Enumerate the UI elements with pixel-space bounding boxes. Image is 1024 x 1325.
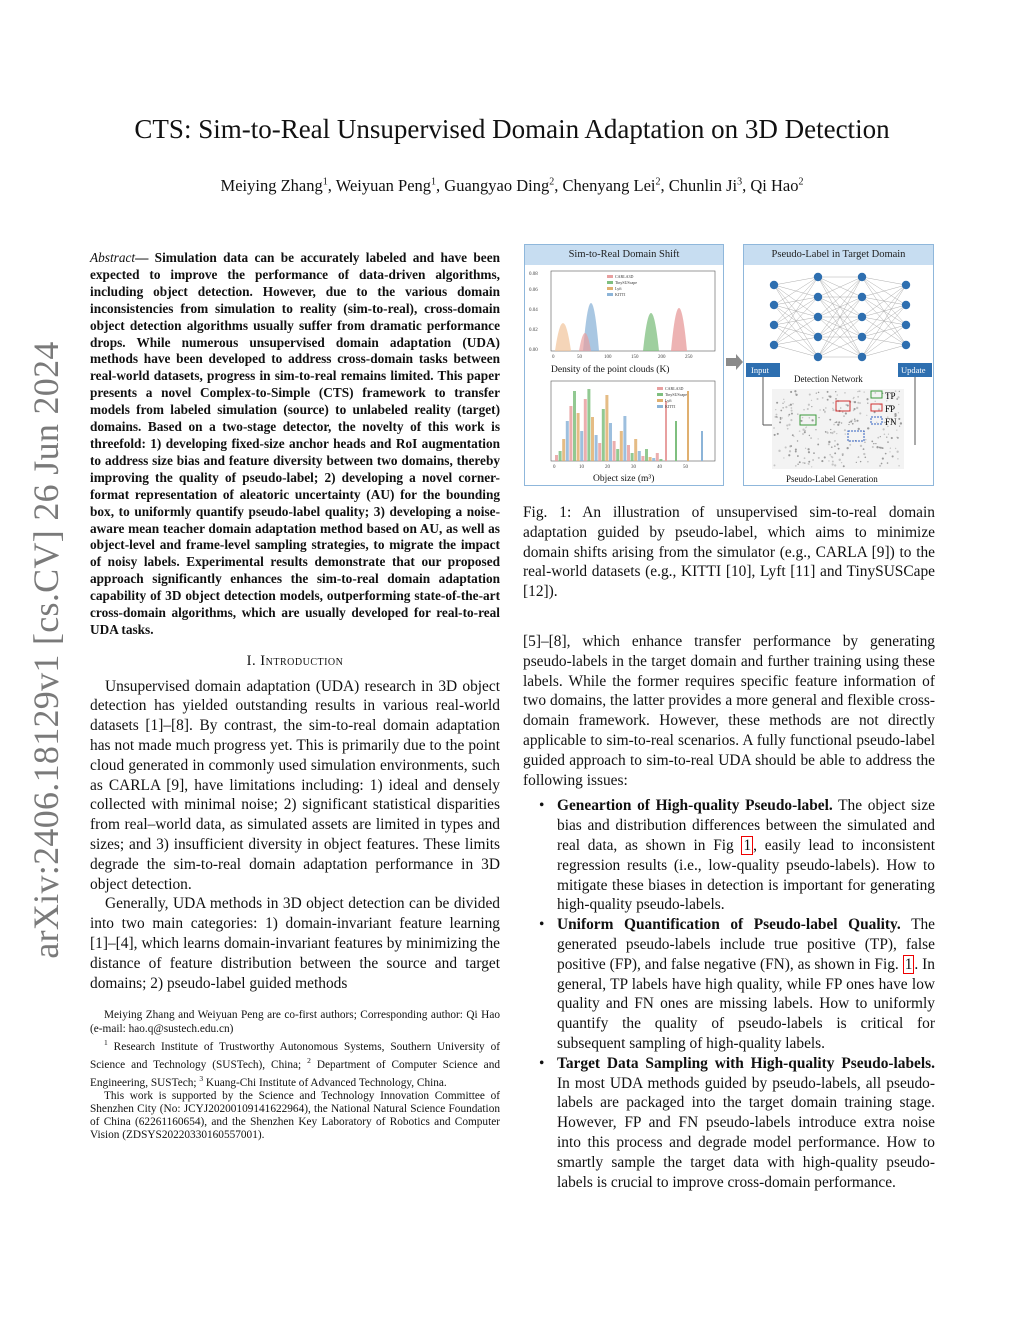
issues-list — [523, 796, 935, 1192]
histogram-bar — [602, 409, 605, 461]
author-list — [80, 176, 944, 196]
legend-item: Lyft — [665, 398, 672, 403]
intro-paragraph-1: Unsupervised domain adaptation (UDA) research in 3D object detection has yielded outstanding results in various real-world datasets [1]–[8]. By contrast, the sim-to-real domain adaptation has not made much progress yet. This is primarily due to the point cloud generated in commonly used simulation environments, such as CARLA [9], have limitations including: 1) ideal and densely collected with minimal noise; 2) significant statistical disparities from real–world data, as simulated assets are limited in types and sizes; and 3) insufficient diversity in object features. These limits degrade the sim-to-real domain adaptation performance in 3D object detection. — [90, 677, 500, 893]
figure-caption: Fig. 1: An illustration of unsupervised sim-to-real domain adaptation guided by pseudo-label, which aims to minimize domain shifts arising from the simulator (e.g., CARLA [9]) to the real-world datasets (e.g., KITTI [10], Lyft [11] and TinySUSCape [12]). — [523, 504, 935, 601]
bottom-xtick: 40 — [657, 465, 662, 470]
legend-item: Lyft — [615, 286, 622, 291]
legend-item: CARLA3D — [665, 386, 684, 391]
histogram-bar — [613, 441, 616, 461]
domain-shift-panel — [524, 244, 724, 486]
network-node — [902, 341, 910, 349]
histogram-bar — [634, 439, 637, 461]
footnote-corresponding: Meiying Zhang and Weiyuan Peng are co-first authors; Corresponding author: Qi Hao (e-mail: hao.q@sustech.edu.cn) — [90, 1009, 500, 1035]
detection-network-diagram — [744, 265, 933, 485]
network-node — [770, 341, 778, 349]
legend-item: CARLA3D — [615, 274, 634, 279]
top-ytick: 0.00 — [529, 348, 538, 353]
density-curve-tinysuscape — [643, 313, 659, 351]
histogram-bar — [687, 391, 689, 461]
arxiv-stamp-text: arXiv:2406.18129v1 [cs.CV] 26 Jun 2024 — [26, 341, 66, 959]
author: Qi Hao$^2$ — [750, 176, 804, 195]
histogram-bar — [675, 421, 677, 461]
arrow-right-icon — [724, 352, 744, 372]
histogram-bar — [652, 458, 655, 461]
top-xtick: 50 — [577, 355, 582, 360]
domain-shift-title: Sim-to-Real Domain Shift — [525, 245, 723, 265]
figure-link[interactable]: 1 — [743, 836, 752, 854]
network-node — [814, 333, 822, 341]
histogram-bar — [580, 431, 583, 461]
bottom-xtick: 30 — [631, 465, 636, 470]
bottom-xtick: 0 — [553, 465, 556, 470]
histogram-bar — [595, 435, 598, 461]
paper-title: CTS: Sim-to-Real Unsupervised Domain Adaptation on 3D Detection — [134, 114, 890, 144]
histogram-bar — [631, 453, 634, 461]
network-node — [770, 281, 778, 289]
author: Chenyang Lei$^2$, — [562, 176, 669, 195]
histogram-bar — [609, 423, 612, 461]
top-ytick: 0.06 — [529, 288, 538, 293]
histogram-bar — [656, 453, 659, 461]
intro-paragraph-2: Generally, UDA methods in 3D object detection can be divided into two main categories: 1) domain-invariant feature learning [1]–[4], which learns domain-invariant features by minimizing the distance of feature distribution between the source and target domains; 2) pseudo-label guided methods — [90, 895, 500, 992]
update-label: Update — [901, 365, 926, 375]
author: Weiyuan Peng$^1$, — [335, 176, 445, 195]
abstract-text: — Simulation data can be accurately labeled and have been expected to improve the performance of data-driven algorithms, including object detection. However, due to the various domain inconsistencies from simulation to reality (sim-to-real), cross-domain object detection algorithms usually suffer from dramatic performance drops. While numerous unsupervised domain adaptation (UDA) methods have been developed to address cross-domain tasks between real-world datasets, progress in sim-to-real remains limited. This paper presents a novel Complex-to-Simple (CTS) framework to transfer models from labeled simulation (source) to unlabeled reality (target) domains. Based on a two-stage detector, the novelty of this work is threefold: 1) developing fixed-size anchor heads and RoI augmentation to address size bias and feature diversity between two domains, thereby improving the quality of pseudo-label; 2) developing a novel corner-format representation of aleatoric uncertainty (AU) for the bounding box, to uniformly quantify pseudo-label quality; 3) developing a noise-aware mean teacher domain adaptation method based on AU, as well as object-level and frame-level sampling strategies, to migrate the impact of noisy labels. Experimental results demonstrate that our proposed approach significantly enhances the sim-to-real domain adaptation capability of 3D object detection models, outperforming state-of-the-art cross-domain algorithms, which are usually developed for real-to-real UDA tasks. — [90, 250, 500, 637]
legend-item: KITTI — [665, 404, 676, 409]
histogram-bar — [623, 416, 626, 461]
generation-label: Pseudo-Label Generation — [786, 474, 878, 484]
histogram-bar — [598, 443, 601, 461]
histogram-bar — [620, 431, 623, 461]
network-node — [814, 353, 822, 361]
network-node — [902, 281, 910, 289]
arxiv-identifier-stamp — [22, 340, 70, 960]
top-xtick: 150 — [631, 355, 639, 360]
input-label: Input — [751, 365, 769, 375]
histogram-bar — [569, 406, 572, 461]
top-xtick: 200 — [658, 355, 666, 360]
top-ytick: 0.04 — [529, 308, 538, 313]
network-node — [858, 313, 866, 321]
author: Chunlin Ji$^3$, — [668, 176, 751, 195]
neural-network-graph — [770, 273, 910, 361]
abstract-lead: Abstract — [90, 250, 136, 265]
top-ytick: 0.02 — [529, 328, 538, 333]
density-curve-lyft — [555, 323, 571, 351]
network-node — [770, 301, 778, 309]
author: Guangyao Ding$^2$, — [444, 176, 563, 195]
histogram-bar — [659, 459, 662, 461]
histogram-bar — [605, 395, 608, 461]
network-node — [814, 313, 822, 321]
tp-label: TP — [885, 391, 896, 401]
input-connector — [763, 377, 772, 425]
histogram-bar — [641, 456, 644, 461]
network-node — [858, 273, 866, 281]
size-histogram — [555, 389, 703, 461]
bottom-xtick: 50 — [683, 465, 688, 470]
fp-label: FP — [885, 404, 896, 414]
legend-item: KITTI — [615, 292, 626, 297]
right-column — [523, 503, 935, 1192]
network-label: Detection Network — [794, 374, 863, 384]
footnote-funding: This work is supported by the Science and Technology Innovation Committee of Shenzhen City (No: JCYJ20200109141622964), the National Natural Science Foundation of China (62261160654), and the Shenzhen Key Laboratory of Robotics and Computer Vision (ZDSYS20220330160557001). — [90, 1089, 500, 1142]
right-paragraph-1: [5]–[8], which enhance transfer performance by generating pseudo-labels in the target domain and further training using these labels. While the former requires specific feature information of two domains, the latter provides a more general and flexible cross-domain framework. However, these methods are not directly applicable to sim-to-real scenarios. A fully functional pseudo-label guided approach to sim-to-real UDA should be able to address the following issues: — [523, 632, 935, 789]
domain-shift-plots — [525, 265, 723, 485]
network-node — [814, 293, 822, 301]
histogram-bar — [645, 449, 648, 461]
top-ytick: 0.08 — [529, 272, 538, 277]
top-xtick: 250 — [685, 355, 693, 360]
bottom-xlabel: Object size (m³) — [593, 474, 655, 484]
network-node — [814, 273, 822, 281]
histogram-bar — [573, 391, 576, 461]
author: Meiying Zhang$^1$, — [220, 176, 336, 195]
section-heading-introduction: I. Introduction — [246, 652, 344, 669]
list-item: • Geneartion of High-quality Pseudo-label. The object size bias and distribution differences between the simulated and real data, as shown in Fig 1 , easily lead to inconsistent regression results (i.e., low-quality pseudo-labels). How to mitigate these biases in detection is important for generating high-quality pseudo-labels. — [539, 797, 935, 914]
histogram-bar — [577, 413, 580, 461]
pseudo-label-title: Pseudo-Label in Target Domain — [744, 245, 933, 265]
legend-item: TinySUScape — [615, 280, 638, 285]
bottom-xtick: 20 — [605, 465, 610, 470]
top-legend — [607, 274, 637, 297]
bottom-legend — [657, 386, 687, 409]
histogram-bar — [627, 445, 630, 461]
figure-1 — [524, 244, 934, 488]
legend-item: TinySUScape — [665, 392, 688, 397]
histogram-bar — [566, 421, 569, 461]
top-xlabel: Density of the point clouds (K) — [551, 365, 670, 375]
footnotes — [90, 1009, 500, 1142]
pseudo-label-panel — [743, 244, 934, 486]
network-node — [902, 301, 910, 309]
histogram-bar — [591, 417, 594, 461]
histogram-bar — [616, 449, 619, 461]
histogram-bar — [649, 457, 652, 461]
histogram-bar — [559, 451, 562, 461]
network-node — [770, 321, 778, 329]
bottom-xtick: 10 — [579, 465, 584, 470]
left-column — [90, 250, 500, 1143]
top-xtick: 0 — [552, 355, 555, 360]
histogram-bar — [638, 451, 641, 461]
density-curve-carla — [671, 308, 687, 351]
fn-label: FN — [885, 417, 897, 427]
histogram-bar — [665, 401, 667, 461]
top-xtick: 100 — [604, 355, 612, 360]
footnote-affiliations: $^1$ Research Institute of Trustworthy Autonomous Systems, Southern University of Science and Technology (SUSTech), China; $^2$ Department of Computer Science and Engineering, SUSTech; $^3$ Kuang-Chi Institute of Advanced Technology, China. — [90, 1037, 501, 1089]
list-item: • Uniform Quantification of Pseudo-label Quality. The generated pseudo-labels include true positive (TP), false positive (FP), and false negative (FN), as shown in Fig. 1 . In general, TP labels have high quality, while FP ones have low quality and FN ones are missing labels. How to uniformly quantify the quality of pseudo-labels is critical for subsequent sampling of high-quality labels. — [539, 916, 935, 1052]
histogram-bar — [701, 431, 703, 461]
network-node — [858, 353, 866, 361]
histogram-bar — [562, 439, 565, 461]
histogram-bar — [584, 399, 587, 461]
list-item: • Target Data Sampling with High-quality Pseudo-labels. In most UDA methods guided by pseudo-labels, all pseudo-labels are packaged into the target domain training stage. However, FP and FN pseudo-labels introduce extra noise into this process and degrade model performance. How to smartly sample the target data with high-quality pseudo-labels is crucial to improve cross-domain performance. — [539, 1054, 935, 1191]
histogram-bar — [587, 389, 590, 461]
network-node — [902, 321, 910, 329]
histogram-bar — [555, 455, 558, 461]
figure-link[interactable]: 1 — [904, 955, 913, 973]
network-node — [858, 293, 866, 301]
abstract — [90, 250, 500, 639]
network-node — [858, 333, 866, 341]
